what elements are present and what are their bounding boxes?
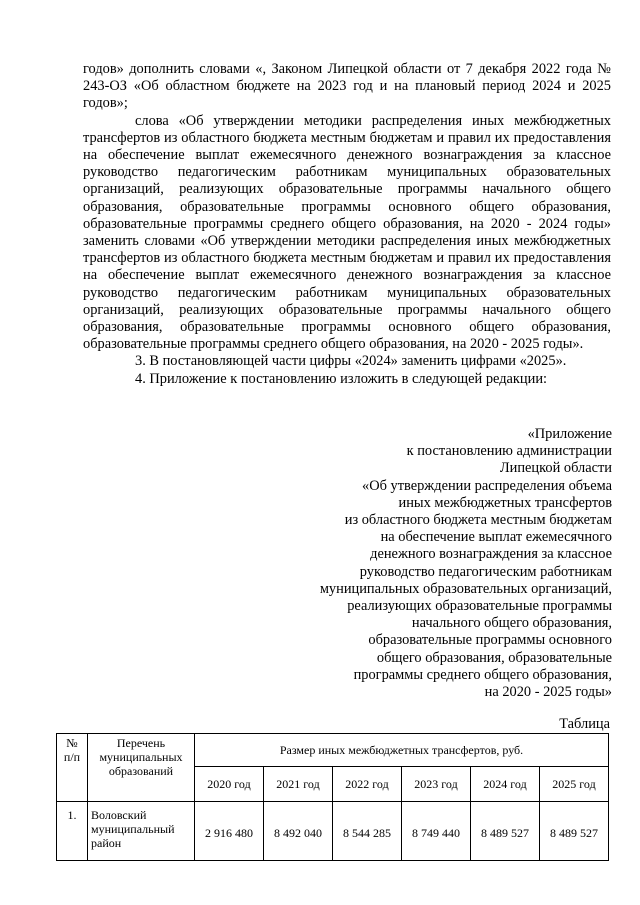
paragraph-2: слова «Об утверждении методики распределения иных межбюджетных трансфертов из областного бюджета местным бюджетам и правил их предоставления на обеспечение выплат ежемесячного денежного вознаграждения за классное руководство педагогическим работникам муниципальных образовательных организаций, реализующих образовательные программы начального общего образования, образовательные программы основного общего образования, образовательные программы среднего общего образования, на 2020 - 2024 годы» заменить словами «Об утверждении методики распределения иных межбюджетных трансфертов из областного бюджета местным бюджетам и правил их предоставления на обеспечение выплат ежемесячного денежного вознаграждения за классное руководство педагогическим работникам муниципальных образовательных организаций, реализующих образовательные программы начального общего образования, образовательные программы основного общего образования, образовательные программы среднего общего образования, на 2020 - 2025 годы». [83, 112, 611, 353]
row-value: 8 749 440 [402, 802, 471, 861]
header-num: № п/п [57, 734, 88, 802]
appendix-line: руководство педагогическим работникам [359, 563, 612, 580]
appendix-line: реализующих образовательные программы [347, 598, 612, 615]
paragraph-4: 4. Приложение к постановлению изложить в следующей редакции: [135, 370, 548, 387]
header-year: 2024 год [471, 767, 540, 802]
header-year: 2022 год [333, 767, 402, 802]
row-value: 2 916 480 [195, 802, 264, 861]
appendix-line: денежного вознаграждения за классное [370, 546, 612, 563]
header-year: 2025 год [540, 767, 609, 802]
row-value: 8 489 527 [540, 802, 609, 861]
body-text [83, 61, 611, 388]
appendix-header [272, 426, 612, 701]
appendix-line: на 2020 - 2025 годы» [484, 684, 612, 701]
appendix-line: начального общего образования, [411, 615, 612, 632]
appendix-line: к постановлению администрации [406, 443, 612, 460]
appendix-line: образовательные программы основного [368, 632, 612, 649]
header-year: 2020 год [195, 767, 264, 802]
appendix-line: «Приложение [527, 426, 612, 442]
row-value: 8 489 527 [471, 802, 540, 861]
row-municipality: Воловский муниципальный район [88, 802, 195, 861]
appendix-line: на обеспечение выплат ежемесячного [380, 529, 612, 546]
table-header-row [57, 734, 609, 767]
appendix-line: из областного бюджета местным бюджетам [344, 512, 612, 529]
appendix-line: программы среднего общего образования, [353, 666, 612, 683]
appendix-line: «Об утверждении распределения объема [362, 477, 612, 494]
row-value: 8 544 285 [333, 802, 402, 861]
appendix-line: иных межбюджетных трансфертов [398, 494, 612, 511]
header-transfer-size: Размер иных межбюджетных трансфертов, руб. [195, 734, 609, 767]
paragraph-3: 3. В постановляющей части цифры «2024» заменить цифрами «2025». [135, 353, 567, 370]
table-caption: Таблица [559, 716, 610, 732]
row-num: 1. [57, 802, 88, 861]
header-municipality: Перечень муниципальных образований [88, 734, 195, 802]
transfers-table [56, 733, 609, 861]
appendix-line: общего образования, образовательные [376, 649, 612, 666]
row-value: 8 492 040 [264, 802, 333, 861]
paragraph-1: годов» дополнить словами «, Законом Липецкой области от 7 декабря 2022 года № 243-ОЗ «Об областном бюджете на 2023 год и на плановый период 2024 и 2025 годов»; [83, 61, 611, 112]
appendix-line: Липецкой области [499, 460, 612, 477]
header-year: 2023 год [402, 767, 471, 802]
table-row [57, 802, 609, 861]
header-year: 2021 год [264, 767, 333, 802]
appendix-line: муниципальных образовательных организаций, [319, 580, 612, 597]
